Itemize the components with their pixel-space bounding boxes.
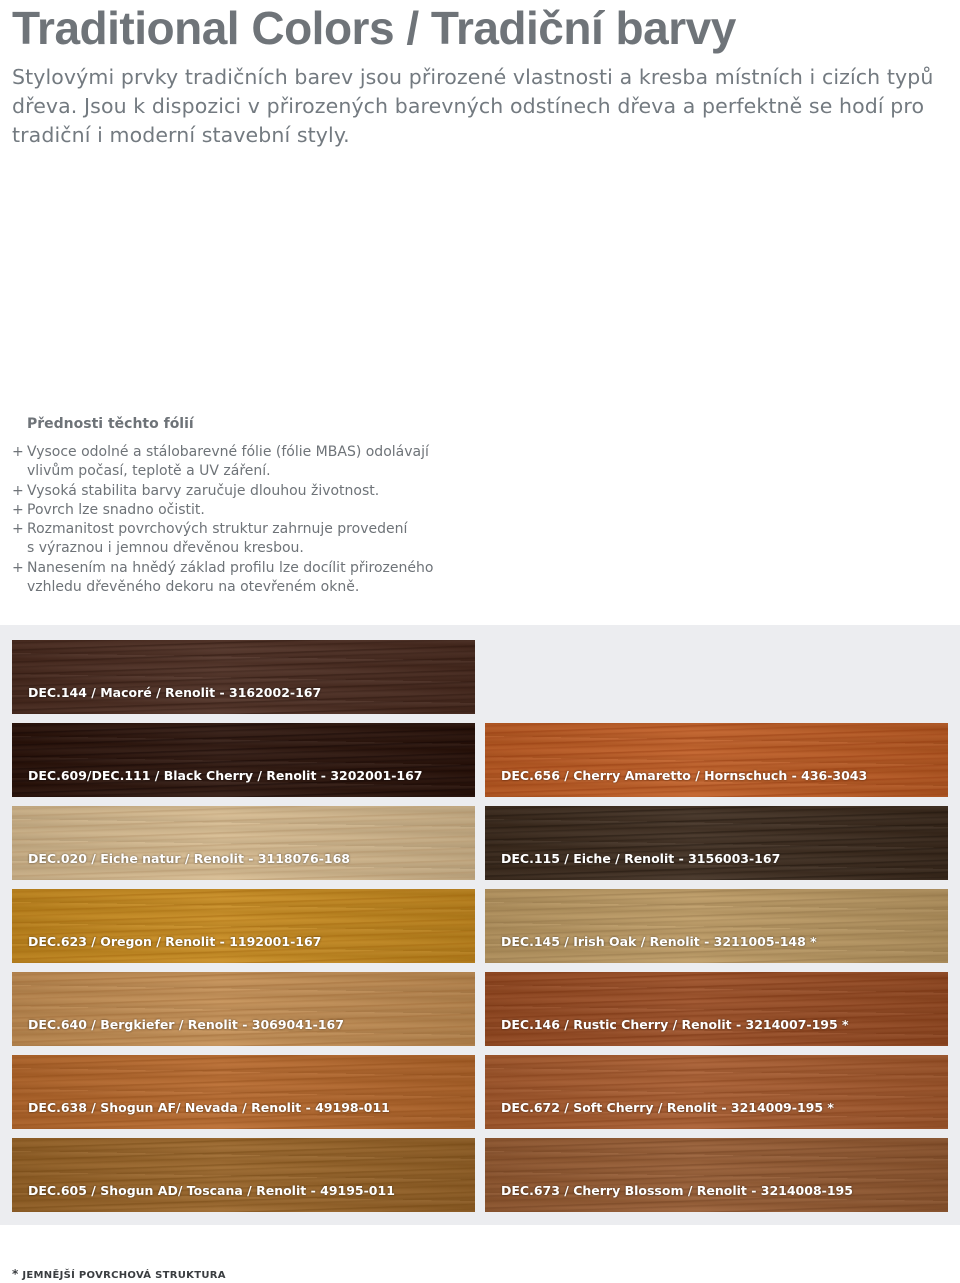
advantage-item xyxy=(12,501,532,520)
swatch-dec638-shogun-af xyxy=(12,1055,475,1129)
swatch-dec145-irish-oak xyxy=(485,889,948,963)
swatch-dec020-eiche-natur xyxy=(12,806,475,880)
plus-icon: + xyxy=(12,444,24,460)
swatch-label: DEC.145 / Irish Oak / Renolit - 3211005-148 * xyxy=(501,934,817,949)
swatch-label: DEC.020 / Eiche natur / Renolit - 3118076-168 xyxy=(28,851,350,866)
advantages-heading: Přednosti těchto fólií xyxy=(27,416,194,432)
advantage-text: Nanesením na hnědý základ profilu lze docílit přirozeného xyxy=(27,559,434,576)
advantage-item xyxy=(12,443,532,482)
swatch-dec609-black-cherry xyxy=(12,723,475,797)
swatch-dec672-soft-cherry xyxy=(485,1055,948,1129)
intro-paragraph: Stylovými prvky tradičních barev jsou přirozené vlastnosti a kresba místních i cizích typů dřeva. Jsou k dispozici v přirozených barevných odstínech dřeva a perfektně se hodí pro tradiční i moderní stavební styly. xyxy=(12,65,934,147)
plus-icon: + xyxy=(12,521,24,538)
advantage-item xyxy=(12,482,532,501)
swatch-label: DEC.638 / Shogun AF/ Nevada / Renolit - 49198-011 xyxy=(28,1100,390,1115)
advantage-text-cont: vlivům počasí, teplotě a UV záření. xyxy=(27,463,271,480)
swatch-label: DEC.146 / Rustic Cherry / Renolit - 3214007-195 * xyxy=(501,1017,849,1032)
advantage-text: Vysoká stabilita barvy zaručuje dlouhou životnost. xyxy=(27,482,380,499)
advantage-item xyxy=(12,559,532,598)
advantage-text-cont: s výraznou i jemnou dřevěnou kresbou. xyxy=(27,540,304,557)
swatch-label: DEC.672 / Soft Cherry / Renolit - 3214009-195 * xyxy=(501,1100,834,1115)
plus-icon: + xyxy=(12,559,24,576)
swatch-dec144-macore xyxy=(12,640,475,714)
swatch-label: DEC.144 / Macoré / Renolit - 3162002-167 xyxy=(28,685,322,700)
swatch-dec115-eiche xyxy=(485,806,948,880)
swatch-label: DEC.640 / Bergkiefer / Renolit - 3069041-167 xyxy=(28,1017,344,1032)
advantage-text: Povrch lze snadno očistit. xyxy=(27,501,205,518)
swatch-dec146-rustic-cherry xyxy=(485,972,948,1046)
swatch-label: DEC.623 / Oregon / Renolit - 1192001-167 xyxy=(28,934,322,949)
plus-icon: + xyxy=(12,482,24,499)
swatch-dec640-bergkiefer xyxy=(12,972,475,1046)
swatch-dec673-cherry-blossom xyxy=(485,1138,948,1212)
swatch-label: DEC.115 / Eiche / Renolit - 3156003-167 xyxy=(501,851,781,866)
page-title: Traditional Colors / Tradiční barvy xyxy=(12,2,736,54)
advantage-text-cont: vzhledu dřevěného dekoru na otevřeném okně. xyxy=(27,579,360,596)
swatch-panel xyxy=(0,625,960,1225)
asterisk-mark: * xyxy=(12,1267,19,1281)
swatch-dec605-shogun-ad xyxy=(12,1138,475,1212)
swatch-label: DEC.656 / Cherry Amaretto / Hornschuch - 436-3043 xyxy=(501,768,868,783)
swatch-label: DEC.609/DEC.111 / Black Cherry / Renolit - 3202001-167 xyxy=(28,768,423,783)
plus-icon: + xyxy=(12,501,24,518)
advantage-text: Rozmanitost povrchových struktur zahrnuje provedení xyxy=(27,521,408,538)
footnote-text: JEMNĚJŠÍ POVRCHOVÁ STRUKTURA xyxy=(22,1270,226,1281)
advantage-text: Vysoce odolné a stálobarevné fólie (fólie MBAS) odolávají xyxy=(27,444,429,460)
swatch-label: DEC.673 / Cherry Blossom / Renolit - 3214008-195 xyxy=(501,1183,853,1198)
footnote xyxy=(12,1267,226,1281)
advantages-list xyxy=(12,443,532,597)
swatch-dec623-oregon xyxy=(12,889,475,963)
swatch-dec656-cherry-amaretto xyxy=(485,723,948,797)
advantage-item xyxy=(12,520,532,559)
swatch-label: DEC.605 / Shogun AD/ Toscana / Renolit - 49195-011 xyxy=(28,1183,395,1198)
